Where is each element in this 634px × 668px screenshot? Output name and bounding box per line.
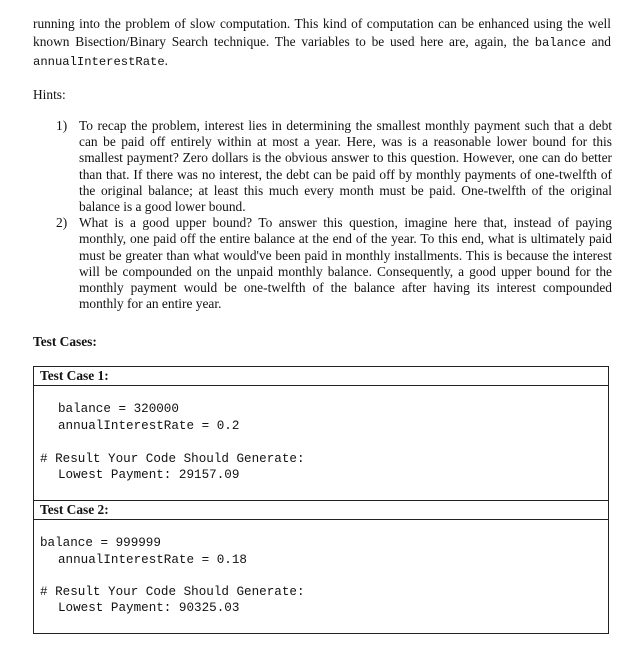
code-line: balance = 999999 (40, 536, 161, 550)
code-result: Lowest Payment: 29157.09 (58, 468, 240, 482)
test-case-2-box (33, 500, 609, 634)
hint-number: 1) (56, 118, 68, 133)
intro-end: . (164, 53, 169, 68)
intro-and: and (585, 34, 612, 49)
code-line: annualInterestRate = 0.18 (58, 553, 247, 567)
code-line: annualInterestRate = 0.2 (58, 419, 240, 433)
test-case-1-box (33, 366, 609, 501)
hint-item-1 (56, 118, 612, 215)
var-balance: balance (534, 36, 586, 50)
intro-paragraph (33, 15, 611, 71)
hints-list (56, 118, 612, 312)
test-case-title: Test Case 1: (34, 367, 608, 386)
intro-text: running into the problem of slow computation. This kind of computation can be enhanced using the well known Bisection/Binary Search technique. The variables to be used here are, again, the (33, 16, 611, 49)
code-result: Lowest Payment: 90325.03 (58, 601, 240, 615)
hint-number: 2) (56, 215, 68, 231)
hint-text: To recap the problem, interest lies in determining the smallest monthly payment such that a debt can be paid off entirely within at most a year. Here, was is a reasonable lower bound for this smallest payment? Zero dollars is the obvious answer to this question. However, one can do better than that. If there was no interest, the debt can be paid off by monthly payments of one-twelfth of the original balance; at least this much every month must be paid. One-twelfth of the original balance is a good lower bound. (79, 118, 612, 215)
code-comment: # Result Your Code Should Generate: (40, 585, 305, 599)
hint-item-2 (56, 215, 612, 312)
code-comment: # Result Your Code Should Generate: (40, 452, 305, 466)
test-case-title: Test Case 2: (34, 501, 608, 520)
hint-text: What is a good upper bound? To answer this question, imagine here that, instead of paying monthly, one paid off the entire balance at the end of the year. To this end, what is ultimately paid must be greater than what would've been paid in monthly installments. This is because the interest will be compounded on the unpaid monthly balance. Consequently, a good upper bound for the monthly payment would be one-twelfth of the balance after having its interest compounded monthly for an entire year. (79, 215, 612, 312)
hints-label: Hints: (33, 87, 66, 102)
test-cases-heading: Test Cases: (33, 334, 97, 349)
code-line: balance = 320000 (58, 402, 179, 416)
var-annual-interest-rate: annualInterestRate (33, 55, 165, 69)
